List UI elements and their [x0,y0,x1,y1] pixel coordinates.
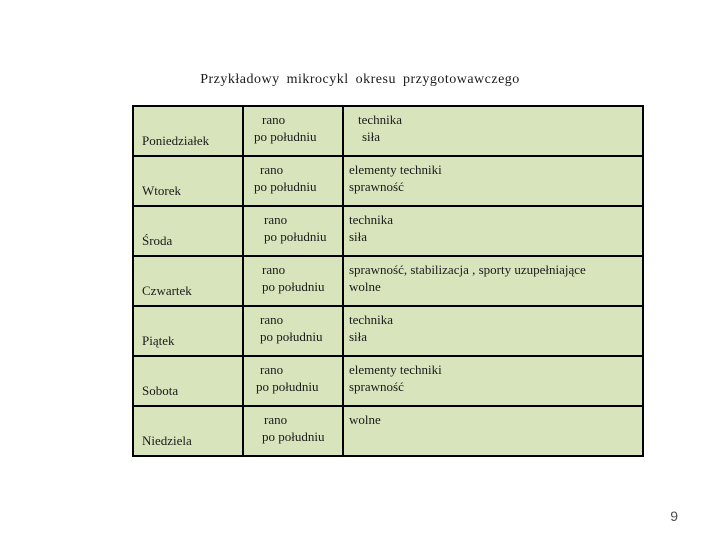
time-labels [262,261,324,295]
table-row [134,357,642,405]
time-morning: rano [262,112,286,127]
activity-morning: technika [349,212,394,227]
table-row [134,107,642,155]
time-cell [244,407,342,455]
activity-labels [349,211,393,245]
day-label: Poniedziałek [142,133,210,148]
time-cell [244,207,342,255]
activity-morning: sprawność, stabilizacja , sporty uzupełniające [349,262,586,277]
time-labels [254,111,316,145]
time-cell [244,157,342,205]
activity-labels [349,261,586,295]
activity-afternoon: siła [349,229,368,244]
slide-title: Przykładowy mikrocykl okresu przygotowawczego [200,72,520,87]
time-afternoon: po południu [254,179,317,194]
time-afternoon: po południu [264,229,327,244]
day-cell [134,107,242,155]
time-labels [260,311,322,345]
activity-afternoon: siła [349,329,368,344]
table-row [134,157,642,205]
activity-labels [349,161,442,195]
activity-morning: elementy techniki [349,362,442,377]
activity-cell [344,157,642,205]
activity-labels [358,111,402,145]
day-label: Piątek [142,333,175,348]
time-labels [254,161,316,195]
activity-cell [344,357,642,405]
day-cell [134,407,242,455]
activity-cell [344,407,642,455]
day-label: Środa [142,233,173,248]
time-labels [256,361,318,395]
time-labels [262,411,324,445]
day-label: Sobota [142,383,179,398]
microcycle-table [132,105,644,457]
day-label: Wtorek [142,183,181,198]
activity-labels [349,361,442,395]
time-afternoon: po południu [262,279,325,294]
time-morning: rano [260,312,284,327]
time-labels [264,211,326,245]
time-afternoon: po południu [256,379,319,394]
activity-afternoon: siła [362,129,381,144]
time-cell [244,257,342,305]
time-cell [244,107,342,155]
table-row [134,257,642,305]
activity-morning: technika [358,112,403,127]
activity-afternoon: wolne [349,279,381,294]
time-morning: rano [264,412,288,427]
time-afternoon: po południu [262,429,325,444]
activity-cell [344,307,642,355]
activity-labels [349,411,381,428]
time-cell [244,307,342,355]
activity-afternoon: sprawność [349,179,404,194]
activity-labels [349,311,393,345]
time-morning: rano [260,162,284,177]
table-row [134,207,642,255]
page-number: 9 [670,508,678,524]
day-label: Czwartek [142,283,192,298]
time-afternoon: po południu [260,329,323,344]
time-cell [244,357,342,405]
time-morning: rano [264,212,288,227]
activity-morning: elementy techniki [349,162,442,177]
table-row [134,307,642,355]
activity-cell [344,207,642,255]
activity-afternoon: sprawność [349,379,404,394]
day-cell [134,257,242,305]
table-row [134,407,642,455]
day-cell [134,157,242,205]
day-cell [134,207,242,255]
day-label: Niedziela [142,433,192,448]
activity-cell [344,257,642,305]
activity-cell [344,107,642,155]
time-afternoon: po południu [254,129,317,144]
activity-morning: technika [349,312,394,327]
day-cell [134,357,242,405]
day-cell [134,307,242,355]
time-morning: rano [260,362,284,377]
time-morning: rano [262,262,286,277]
activity-afternoon: wolne [349,412,381,427]
